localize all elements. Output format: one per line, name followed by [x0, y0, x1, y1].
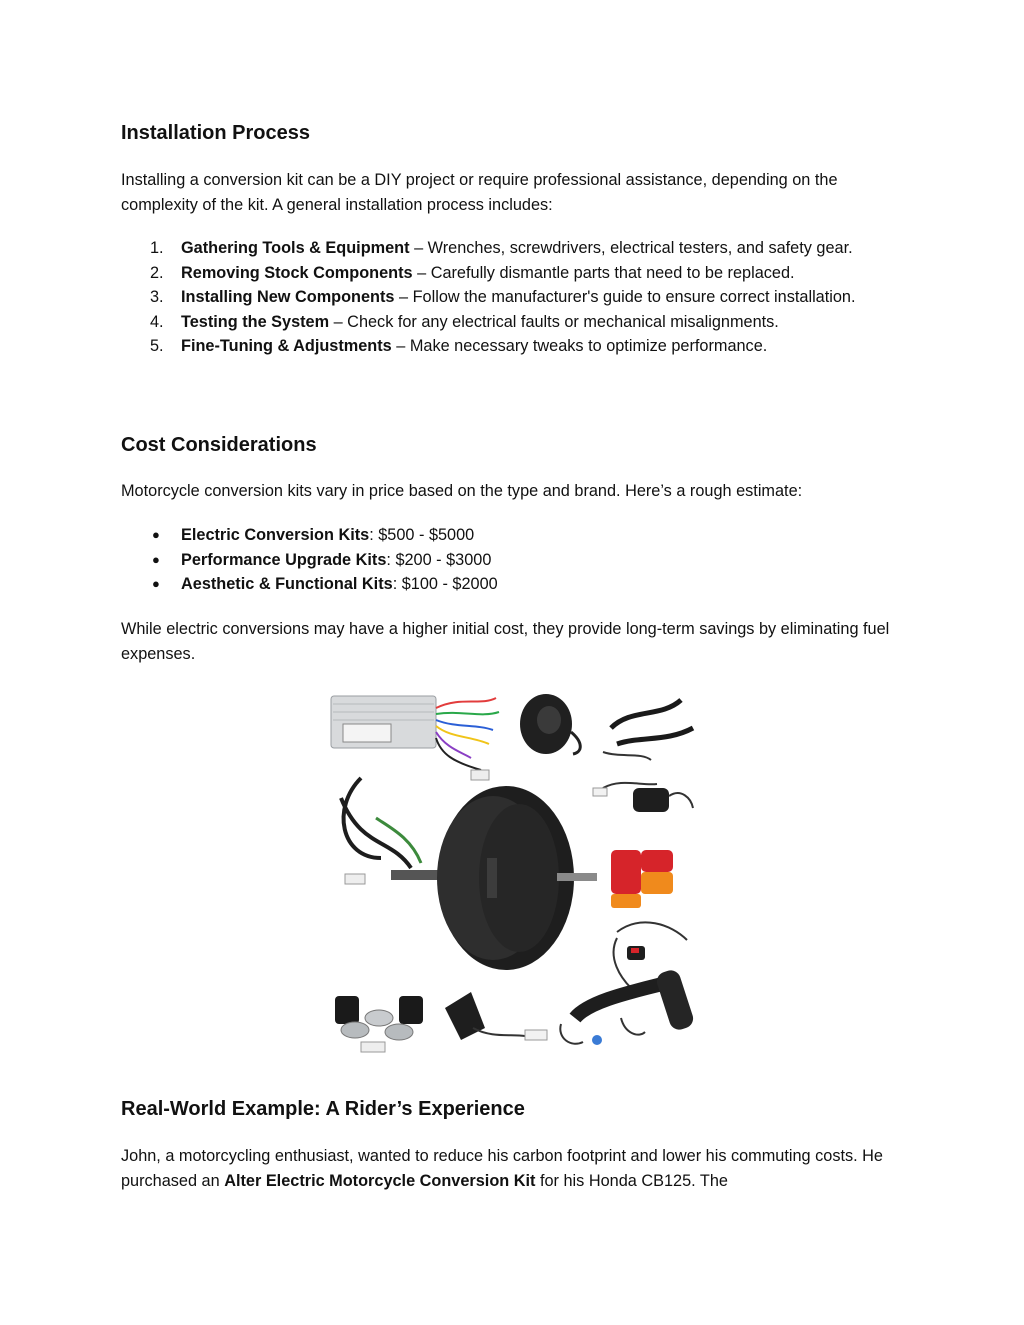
list-item: 5. Fine-Tuning & Adjustments – Make necessary tweaks to optimize performance. [150, 337, 768, 355]
example-paragraph: John, a motorcycling enthusiast, wanted to reduce his carbon footprint and lower his commuting costs. He purchased an Alter Electric Motorcycle Conversion Kit for his Honda CB125. The [121, 1147, 883, 1190]
list-item: ● Performance Upgrade Kits: $200 - $3000 [121, 548, 911, 573]
bullet-icon: ● [152, 576, 160, 591]
installation-intro: Installing a conversion kit can be a DIY project or require professional assistance, depending on the complexity of the kit. A general installation process includes: [121, 171, 838, 214]
section-heading-installation: Installation Process [121, 122, 310, 144]
list-item: ● Aesthetic & Functional Kits: $100 - $2000 [121, 572, 911, 597]
list-item: 2. Removing Stock Components – Carefully dismantle parts that need to be replaced. [150, 263, 795, 282]
section-heading-cost: Cost Considerations [121, 434, 317, 456]
list-item: 1. Gathering Tools & Equipment – Wrenches, screwdrivers, electrical testers, and safety gear. [150, 239, 853, 257]
list-item: 4. Testing the System – Check for any electrical faults or mechanical misalignments. [150, 312, 779, 331]
bullet-icon: ● [152, 527, 160, 542]
conversion-kit-image [321, 688, 697, 1066]
bullet-icon: ● [152, 551, 160, 567]
cost-intro: Motorcycle conversion kits vary in price based on the type and brand. Here’s a rough estimate: [121, 482, 803, 500]
cost-closing: While electric conversions may have a higher initial cost, they provide long-term savings by eliminating fuel expenses. [121, 620, 890, 663]
section-heading-example: Real-World Example: A Rider’s Experience [121, 1098, 525, 1120]
cost-list [121, 523, 911, 597]
list-item: 3. Installing New Components – Follow the manufacturer's guide to ensure correct installation. [150, 288, 856, 306]
list-item: ● Electric Conversion Kits: $500 - $5000 [121, 523, 911, 548]
installation-steps-list [121, 236, 911, 359]
